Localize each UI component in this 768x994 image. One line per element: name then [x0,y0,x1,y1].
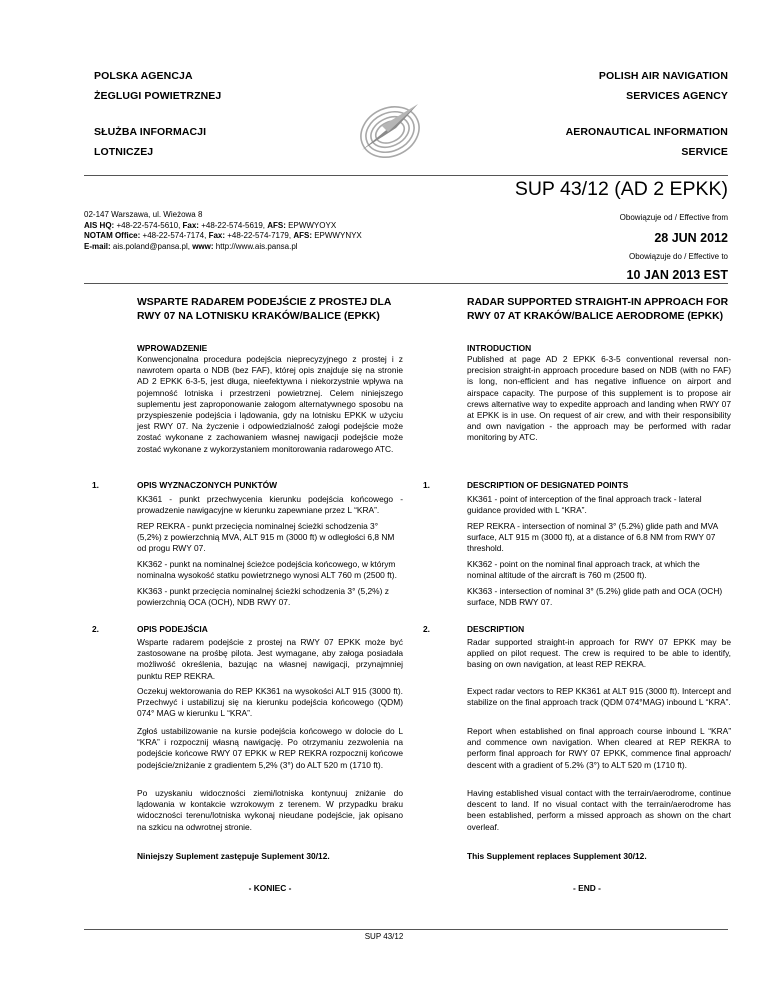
pl-s2-p4: Po uzyskaniu widoczności ziemi/lotniska kontynuuj zniżanie do lądowania w kontakcie wzrokowym z terenem. W przypadku braku widoczności terenu/lotniska wykonaj nieudane podejście, jak opisano na szkicu na odwrotnej stronie. [137,788,403,832]
en-s2-heading: DESCRIPTION [467,624,525,634]
en-s2-p2: Expect radar vectors to REP KK361 at ALT 915 (3000 ft). Intercept and stabilize on the final approach track (QDM 074°MAG) inbound L “KRA”. [467,686,731,708]
pl-s2-heading: OPIS PODEJŚCIA [137,624,208,634]
en-title: RADAR SUPPORTED STRAIGHT-IN APPROACH FOR RWY 07 AT KRAKÓW/BALICE AERODROME (EPKK) [467,297,729,322]
effective-from-date: 28 JUN 2012 [654,231,728,245]
ais-hq-line: AIS HQ: +48-22-574-5610, Fax: +48-22-574-5619, AFS: EPWWYOYX [84,220,337,230]
pl-org-line1: POLSKA AGENCJA [94,70,193,82]
en-s2-p1: Radar supported straight-in approach for RWY 07 EPKK may be applied on pilot request. The crew is required to be able to identify, basing on own navigation, at least REP REKRA. [467,637,731,670]
dates-rule [84,283,728,284]
pl-service-line2: LOTNICZEJ [94,146,154,158]
en-s1-p1: KK361 - point of interception of the final approach track - lateral guidance provided with L “KRA”. [467,494,702,516]
pl-s2-p1: Wsparte radarem podejście z prostej na RWY 07 EPKK może być zastosowane na prośbę pilota. Jest wymagane, aby załoga posiadała możliwość określenia, bazując na własnej nawigacji, przynajmniej punktu REP REKRA. [137,637,403,681]
pl-intro-text: Konwencjonalna procedura podejścia nieprecyzyjnego z prostej i z nawrotem oparta o NDB (bez FAF), której opis znajduje się na stronie AD 2 EPKK 6-3-5, jest długa, nieefektywna i niekorzystnie wpływa na pojemność lotniska i przestrzeni powietrznej. Celem niniejszego suplementu jest zaproponowanie załogom alternatywnego sposobu na przyspieszenie podejścia i lądowania, gdy na lotnisku EPKK w użyciu jest RWY 07. Na życzenie i odpowiedzialność załogi podejście może zostać wykonane z zachowaniem własnej nawigacji podejście może zostać wykonane z wykorzystaniem monitorowania radarowego ATC. [137,354,403,454]
footer-rule [84,929,728,930]
en-org-line2: SERVICES AGENCY [626,90,728,102]
effective-to-label: Obowiązuje do / Effective to [628,252,728,261]
pl-s1-num: 1. [92,480,99,490]
pl-title: WSPARTE RADAREM PODEJŚCIE Z PROSTEJ DLA RWY 07 NA LOTNISKU KRAKÓW/BALICE (EPKK) [137,297,392,322]
en-replaces: This Supplement replaces Supplement 30/12. [467,851,647,861]
pl-s1-p2: REP REKRA - punkt przecięcia nominalnej ścieżki schodzenia 3° (5,2%) z powierzchnią MVA, ALT 915 m (3000 ft) w odległości 6,8 NM od progu RWY 07. [137,520,395,554]
pansa-logo [352,92,428,168]
pl-intro-heading: WPROWADZENIE [137,343,208,353]
en-end: - END - [573,883,601,893]
en-s1-p3: KK362 - point on the nominal final approach track, at which the nominal altitude of the aircraft is 760 m (2500 ft). [467,559,700,581]
en-intro-heading: INTRODUCTION [467,343,532,353]
contact-block [84,210,444,252]
effective-from-label: Obowiązuje od / Effective from [619,213,728,222]
en-s2-p3: Report when established on final approach course inbound L “KRA” and commence own navigation. When cleared at REP REKRA to perform final approach for RWY 07 EPKK, commence final approach/ descent with a gradient of 5.2% (3°) to ALT 520 m (1710 ft). [467,726,731,770]
pl-s1-p4: KK363 - punkt przecięcia nominalnej ścieżki schodzenia 3° (5,2%) z powierzchnią OCA (OCH), NDB RWY 07. [137,585,389,608]
pl-s2-p2: Oczekuj wektorowania do REP KK361 na wysokości ALT 915 (3000 ft). Przechwyć i ustabilizuj się na kierunku podejścia końcowego (QDM) 074° MAG w kierunku L “KRA”. [137,686,403,719]
en-s1-p4: KK363 - intersection of nominal 3° (5.2%) glide path and OCA (OCH) surface, NDB RWY 07. [467,585,723,608]
address: 02-147 Warszawa, ul. Wieżowa 8 [84,210,203,219]
en-s1-body [467,494,731,613]
notam-line: NOTAM Office: +48-22-574-7174, Fax: +48-22-574-7179, AFS: EPWWYNYX [84,231,362,240]
effective-to-date: 10 JAN 2013 EST [626,268,728,282]
footer-page-id: SUP 43/12 [364,932,404,941]
en-s2-p4: Having established visual contact with the terrain/aerodrome, continue descent to land. If no visual contact with the terrain/aerodrome has been established, perform a missed approach as shown on the chart overleaf. [467,788,731,832]
en-s2-num: 2. [423,624,430,634]
en-s1-heading: DESCRIPTION OF DESIGNATED POINTS [467,480,629,490]
pl-s1-heading: OPIS WYZNACZONYCH PUNKTÓW [137,480,278,490]
pl-service-line1: SŁUŻBA INFORMACJI [94,126,207,138]
pl-org-line2: ŻEGLUGI POWIETRZNEJ [94,90,222,102]
en-org-line1: POLISH AIR NAVIGATION [598,70,728,82]
en-service-line1: AERONAUTICAL INFORMATION [565,126,728,138]
email-line: E-mail: ais.poland@pansa.pl, www: http://www.ais.pansa.pl [84,241,298,251]
pl-s1-p3: KK362 - punkt na nominalnej ścieżce podejścia końcowego, w którym nominalna wysokość statku powietrznego wynosi ALT 760 m (2500 ft). [137,559,397,581]
en-s1-p2: REP REKRA - intersection of nominal 3° (5.2%) glide path and MVA surface, ALT 915 m (3000 ft), at a distance of 6.8 NM from RWY 07 threshold. [467,520,718,554]
pl-end: - KONIEC - [248,883,292,893]
en-intro-text: Published at page AD 2 EPKK 6-3-5 conventional reversal non-precision straight-in approach procedure based on NDB (with no FAF) is long, non-efficient and has negative influence on airport and airspace capacity. The purpose of this supplement is to propose air crews alternative way to expedite approach and landing when RWY 07 at EPKK is in use. On request of air crew, and with their responsibility and own navigation - the approach may be performed with radar monitoring by ATC. [467,354,731,443]
en-service-line2: SERVICE [681,146,728,158]
pl-s2-num: 2. [92,624,99,634]
pl-s2-p3: Zgłoś ustabilizowanie na kursie podejścia końcowego w dolocie do L “KRA” i rozpocznij własną nawigację. Po otrzymaniu zezwolenia na podejście końcowe RWY 07 EPKK w REP REKRA rozpocznij końcowe podejście/zniżanie z gradientem 5,2% (3°) do ALT 520 m (1710 ft). [137,726,403,770]
pl-s1-p1: KK361 - punkt przechwycenia kierunku podejścia końcowego - prowadzenie nawigacyjne w kierunku zapewniane przez L “KRA”. [137,494,403,516]
pl-replaces: Niniejszy Suplement zastępuje Suplement 30/12. [137,851,330,861]
header-rule [84,175,728,176]
pl-s1-body [137,494,403,613]
en-s1-num: 1. [423,480,430,490]
sup-id: SUP 43/12 (AD 2 EPKK) [514,178,728,200]
